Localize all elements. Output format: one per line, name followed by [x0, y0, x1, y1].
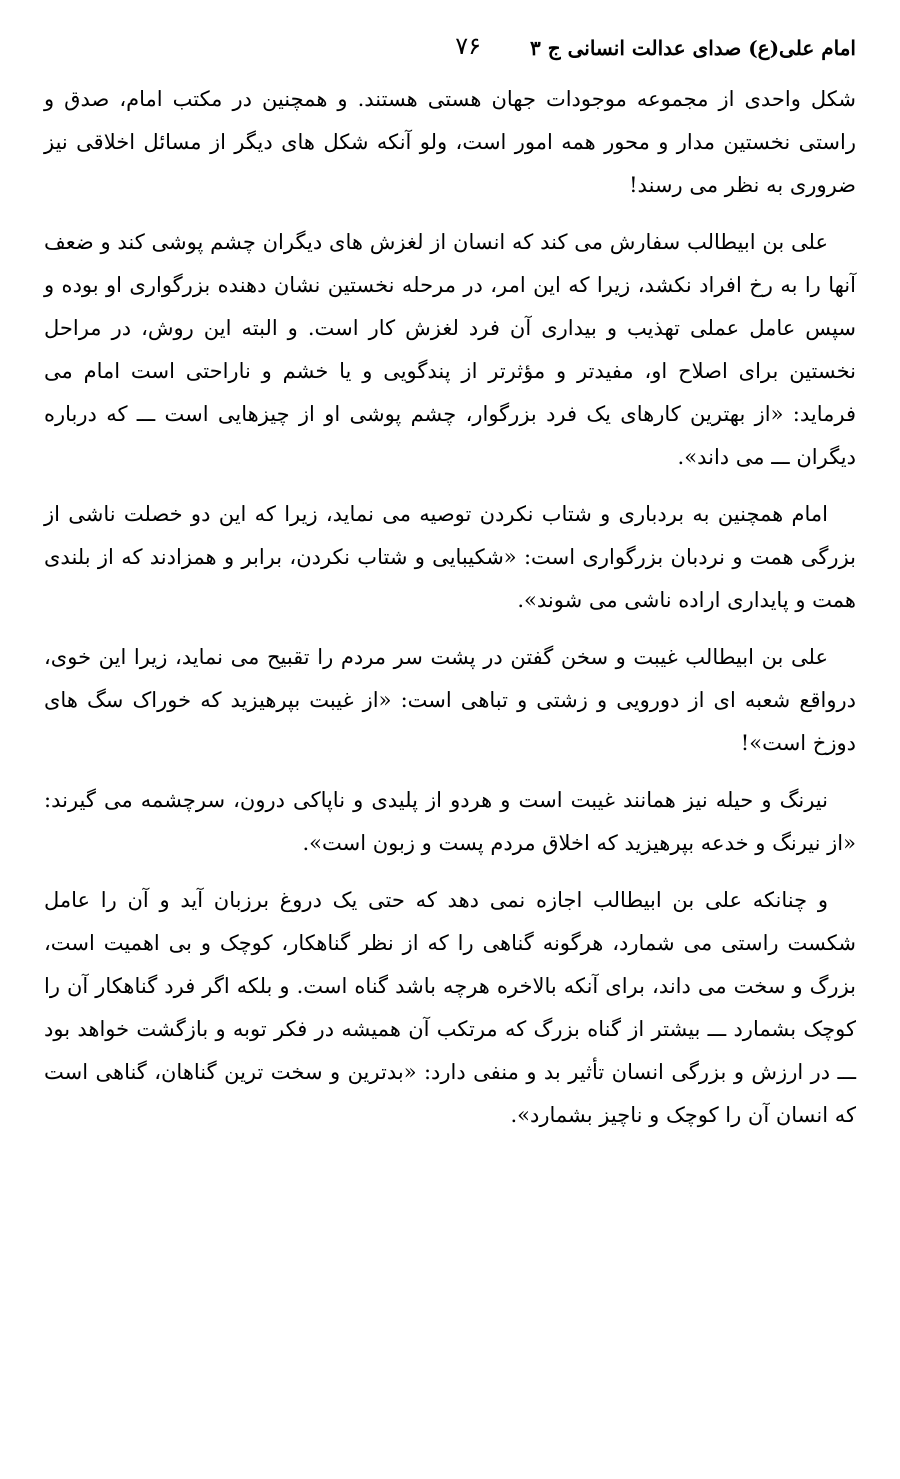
paragraph: امام همچنین به بردباری و شتاب نکردن توصیه می نماید، زیرا که این دو خصلت ناشی از بزرگی همت و نردبان بزرگواری است: «شکیبایی و شتاب نکردن، برابر و همزادند که از بلندی همت و پایداری اراده ناشی می شوند». [44, 502, 856, 612]
paragraph: علی بن ابیطالب سفارش می کند که انسان از لغزش های دیگران چشم پوشی کند و ضعف آنها را به رخ افراد نکشد، زیرا که این امر، در مرحله نخستین نشان دهنده بزرگواری او بوده و سپس عامل عملی تهذیب و بیداری آن فرد لغزش کار است. و البته این روش، در مراحل نخستین برای اصلاح او، مفیدتر و مؤثرتر از پندگویی و یا خشم و ناراحتی است امام می فرماید: «از بهترین کارهای یک فرد بزرگوار، چشم پوشی او از چیزهایی است ـــ که درباره دیگران ـــ می داند». [44, 230, 856, 469]
paragraph: علی بن ابیطالب غیبت و سخن گفتن در پشت سر مردم را تقبیح می نماید، زیرا این خوی، درواقع شعبه ای از دورویی و زشتی و تباهی است: «از غیبت بپرهیزید که خوراک سگ های دوزخ است»! [44, 645, 856, 755]
paragraph: و چنانکه علی بن ابیطالب اجازه نمی دهد که حتی یک دروغ برزبان آید و آن را عامل شکست راستی می شمارد، هرگونه گناهی را که از نظر گناهکار، کوچک و بی اهمیت است، بزرگ و سخت می داند، برای آنکه بالاخره هرچه باشد گناه است. و بلکه اگر فرد گناهکار آن را کوچک بشمارد ـــ بیشتر از گناه بزرگ که مرتکب آن همیشه در فکر توبه و بازگشت خواهد بود ـــ در ارزش و بزرگی انسان تأثیر بد و منفی دارد: «بدترین و سخت ترین گناهان، گناهی است که انسان آن را کوچک و ناچیز بشمارد». [44, 888, 856, 1127]
running-title: امام علی(ع) صدای عدالت انسانی ج ۳ [530, 36, 856, 60]
document-page [44, 30, 856, 1151]
body-text [44, 78, 856, 1137]
page-header [44, 30, 856, 70]
page-number: ۷۶ [455, 32, 481, 60]
paragraph: شکل واحدی از مجموعه موجودات جهان هستی هستند. و همچنین در مکتب امام، صدق و راستی نخستین مدار و محور همه امور است، ولو آنکه شکل های دیگر از مسائل اخلاقی نیز ضروری به نظر می رسند! [44, 87, 856, 197]
paragraph: نیرنگ و حیله نیز همانند غیبت است و هردو از پلیدی و ناپاکی درون، سرچشمه می گیرند: «از نیرنگ و خدعه بپرهیزید که اخلاق مردم پست و زبون است». [44, 788, 856, 855]
